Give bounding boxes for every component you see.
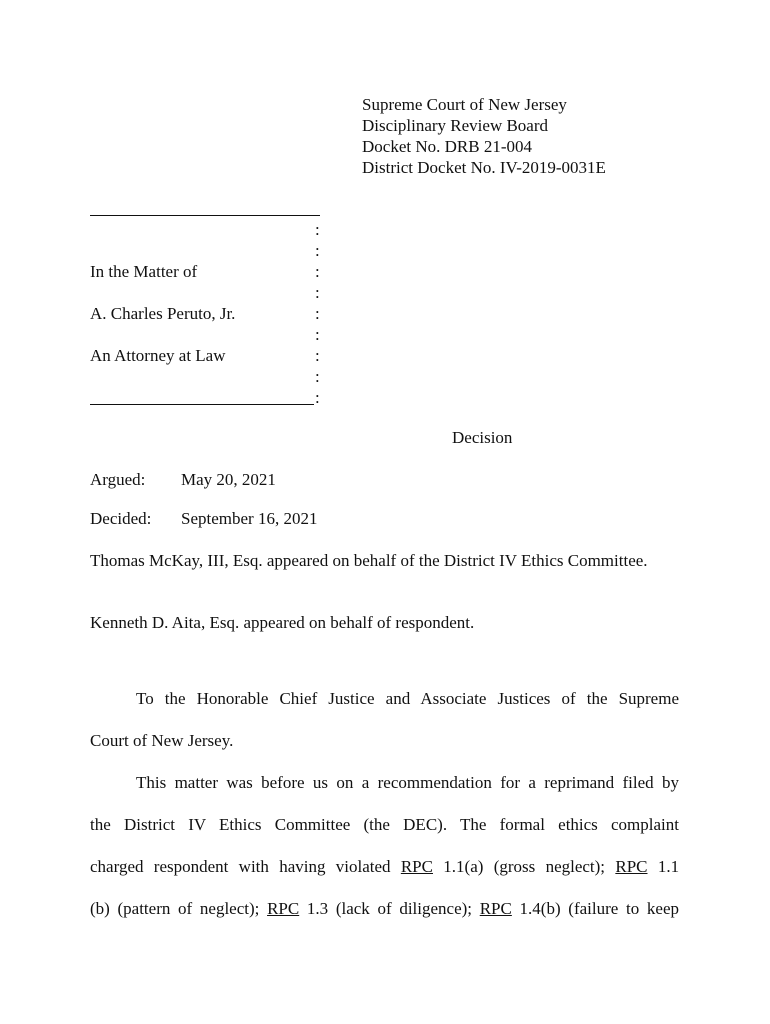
body-text: 1.1(a) (gross neglect); xyxy=(443,857,606,876)
body-text: 1.3 (lack of diligence); xyxy=(306,899,473,918)
caption-colon: : xyxy=(315,220,320,239)
body-text: (b) (pattern of neglect); xyxy=(90,899,260,918)
committee-appearance: Thomas McKay, III, Esq. appeared on behalf of the District IV Ethics Committee. xyxy=(90,551,648,570)
body-line: the District IV Ethics Committee (the DEC). The formal ethics complaint xyxy=(90,815,679,834)
caption-bottom-rule xyxy=(90,404,314,405)
caption-colon: : xyxy=(315,388,320,407)
matter-label: In the Matter of xyxy=(90,262,198,281)
court-name: Supreme Court of New Jersey xyxy=(362,95,567,114)
body-line: This matter was before us on a recommendation for a reprimand filed by xyxy=(136,773,679,792)
body-text: 1.1 xyxy=(657,857,680,876)
decided-label: Decided: xyxy=(90,509,152,528)
header-block xyxy=(362,94,606,178)
decision-body xyxy=(90,678,679,930)
respondent-name: A. Charles Peruto, Jr. xyxy=(90,304,236,323)
argued-label: Argued: xyxy=(90,470,146,489)
district-docket-number: District Docket No. IV-2019-0031E xyxy=(362,158,606,177)
decided-date: September 16, 2021 xyxy=(181,509,318,528)
salutation-line: Court of New Jersey. xyxy=(90,731,234,750)
caption-colon: : xyxy=(315,241,320,260)
caption-colon: : xyxy=(315,346,320,365)
rpc-reference: RPC xyxy=(267,899,300,918)
rpc-reference: RPC xyxy=(400,857,433,876)
docket-number: Docket No. DRB 21-004 xyxy=(362,137,532,156)
board-name: Disciplinary Review Board xyxy=(362,116,549,135)
caption-colon: : xyxy=(315,262,320,281)
body-text: 1.4(b) (failure to keep xyxy=(519,899,680,918)
respondent-appearance: Kenneth D. Aita, Esq. appeared on behalf of respondent. xyxy=(90,613,475,632)
caption-colon: : xyxy=(315,304,320,323)
argued-date: May 20, 2021 xyxy=(181,470,276,489)
caption-colon: : xyxy=(315,325,320,344)
rpc-reference: RPC xyxy=(479,899,512,918)
decision-title: Decision xyxy=(452,428,513,447)
rpc-reference: RPC xyxy=(615,857,648,876)
caption-colon: : xyxy=(315,283,320,302)
body-line xyxy=(90,846,679,888)
salutation-line: To the Honorable Chief Justice and Associate Justices of the Supreme xyxy=(136,689,679,708)
caption-colon: : xyxy=(315,367,320,386)
body-text: charged respondent with having violated xyxy=(90,857,391,876)
respondent-role: An Attorney at Law xyxy=(90,346,226,365)
body-line xyxy=(90,888,679,930)
caption-top-rule xyxy=(90,215,320,216)
